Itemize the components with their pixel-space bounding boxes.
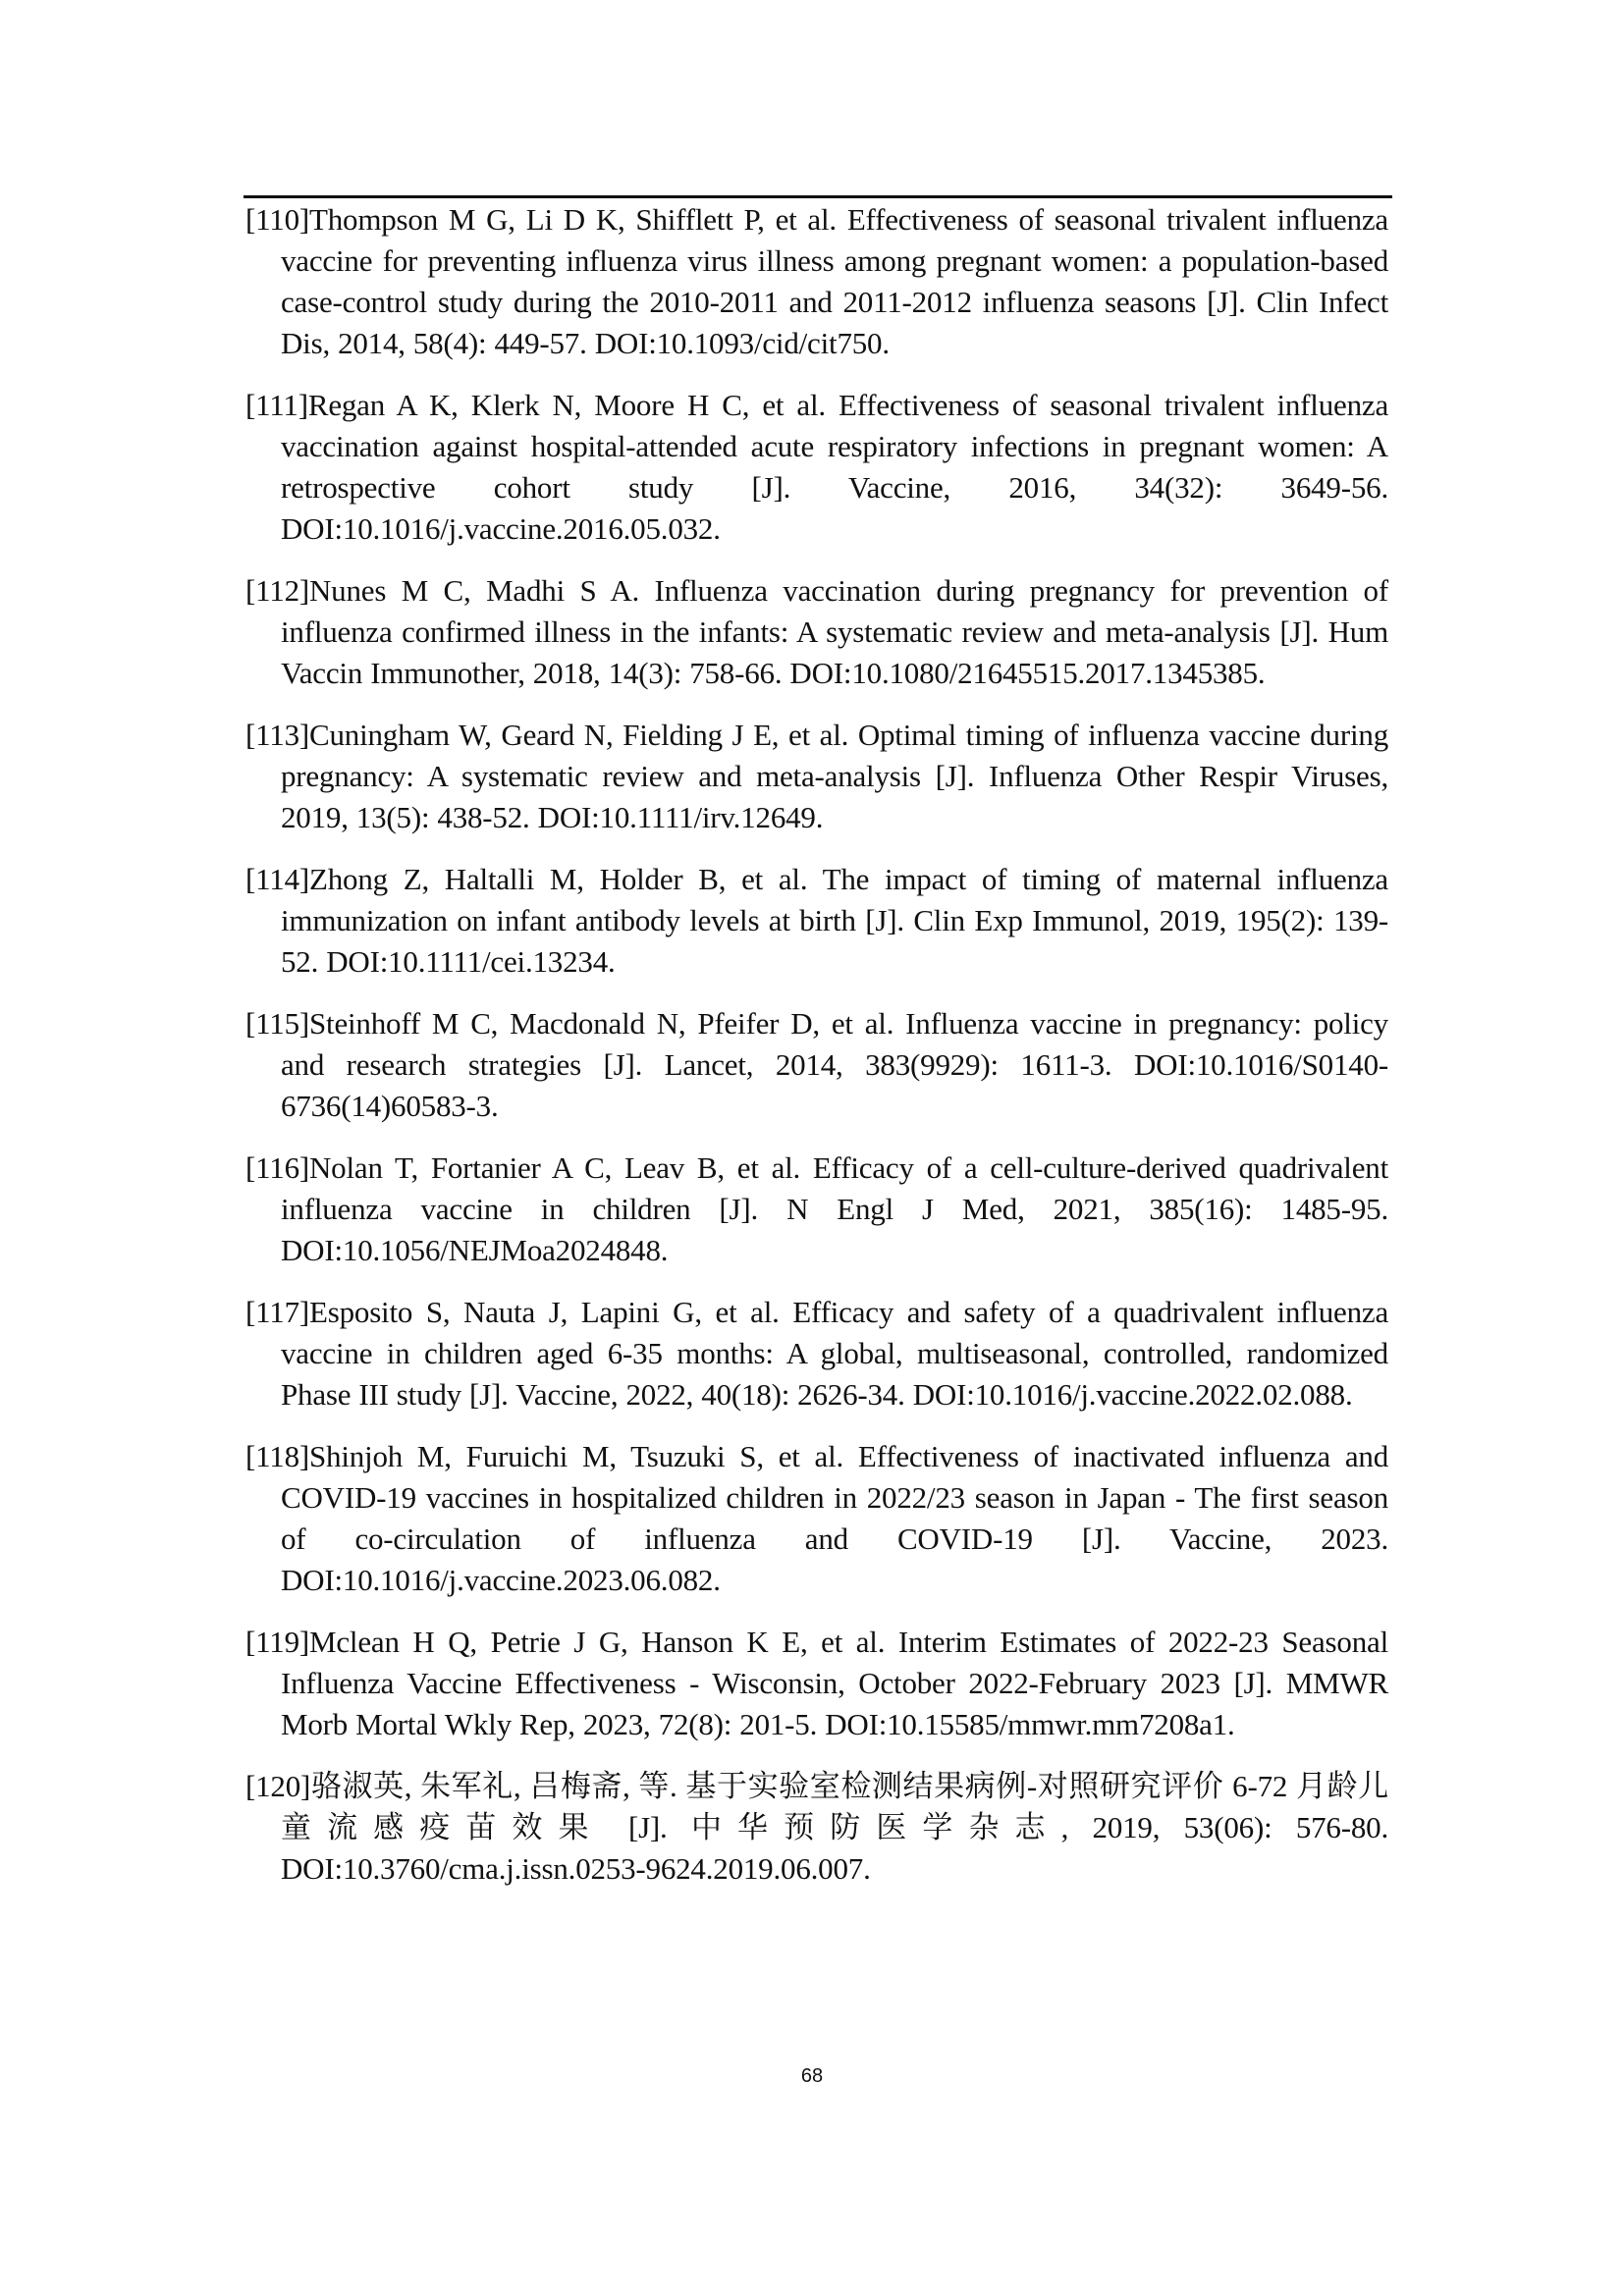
- reference-item: [112]Nunes M C, Madhi S A. Influenza vaccination during pregnancy for prevention of influenza confirmed illness in the infants: A systematic review and meta-analysis [J]. Hum Vaccin Immunother, 2018, 14(3): 758-66. DOI:10.1080/21645515.2017.1345385.: [245, 573, 1388, 690]
- reference-item: [110]Thompson M G, Li D K, Shifflett P, et al. Effectiveness of seasonal trivalent influenza vaccine for preventing influenza virus illness among pregnant women: a population-based case-control study during the 2010-2011 and 2011-2012 influenza seasons [J]. Clin Infect Dis, 2014, 58(4): 449-57. DOI:10.1093/cid/cit750.: [245, 202, 1388, 360]
- reference-item: [118]Shinjoh M, Furuichi M, Tsuzuki S, et al. Effectiveness of inactivated influenza and COVID-19 vaccines in hospitalized children in 2022/23 season in Japan - The first season of co-circulation of influenza and COVID-19 [J]. Vaccine, 2023. DOI:10.1016/j.vaccine.2023.06.082.: [245, 1439, 1388, 1597]
- reference-item: [116]Nolan T, Fortanier A C, Leav B, et al. Efficacy of a cell-culture-derived quadrivalent influenza vaccine in children [J]. N Engl J Med, 2021, 385(16): 1485-95. DOI:10.1056/NEJMoa2024848.: [245, 1150, 1388, 1267]
- reference-item: [117]Esposito S, Nauta J, Lapini G, et al. Efficacy and safety of a quadrivalent influenza vaccine in children aged 6-35 months: A global, multiseasonal, controlled, randomized Phase III study [J]. Vaccine, 2022, 40(18): 2626-34. DOI:10.1016/j.vaccine.2022.02.088.: [245, 1295, 1388, 1412]
- reference-item: [119]Mclean H Q, Petrie J G, Hanson K E, et al. Interim Estimates of 2022-23 Seasonal Influenza Vaccine Effectiveness - Wisconsin, October 2022-February 2023 [J]. MMWR Morb Mortal Wkly Rep, 2023, 72(8): 201-5. DOI:10.15585/mmwr.mm7208a1.: [245, 1625, 1388, 1741]
- reference-list: [245, 199, 1388, 1910]
- page-number: 68: [800, 2065, 824, 2087]
- reference-item: [111]Regan A K, Klerk N, Moore H C, et al. Effectiveness of seasonal trivalent influenza vaccination against hospital-attended acute respiratory infections in pregnant women: A retrospective cohort study [J]. Vaccine, 2016, 34(32): 3649-56. DOI:10.1016/j.vaccine.2016.05.032.: [245, 388, 1388, 546]
- reference-item: [120]骆淑英, 朱军礼, 吕梅斋, 等. 基于实验室检测结果病例-对照研究评价 6-72 月龄儿童流感疫苗效果 [J]. 中华预防医学杂志, 2019, 53(06): 576-80. DOI:10.3760/cma.j.issn.0253-9624.2019.06.007.: [245, 1769, 1388, 1886]
- top-rule: [244, 195, 1392, 198]
- reference-item: [114]Zhong Z, Haltalli M, Holder B, et al. The impact of timing of maternal influenza immunization on infant antibody levels at birth [J]. Clin Exp Immunol, 2019, 195(2): 139-52. DOI:10.1111/cei.13234.: [245, 862, 1388, 979]
- reference-item: [113]Cuningham W, Geard N, Fielding J E, et al. Optimal timing of influenza vaccine during pregnancy: A systematic review and meta-analysis [J]. Influenza Other Respir Viruses, 2019, 13(5): 438-52. DOI:10.1111/irv.12649.: [245, 718, 1388, 834]
- reference-item: [115]Steinhoff M C, Macdonald N, Pfeifer D, et al. Influenza vaccine in pregnancy: policy and research strategies [J]. Lancet, 2014, 383(9929): 1611-3. DOI:10.1016/S0140-6736(14)60583-3.: [245, 1006, 1388, 1123]
